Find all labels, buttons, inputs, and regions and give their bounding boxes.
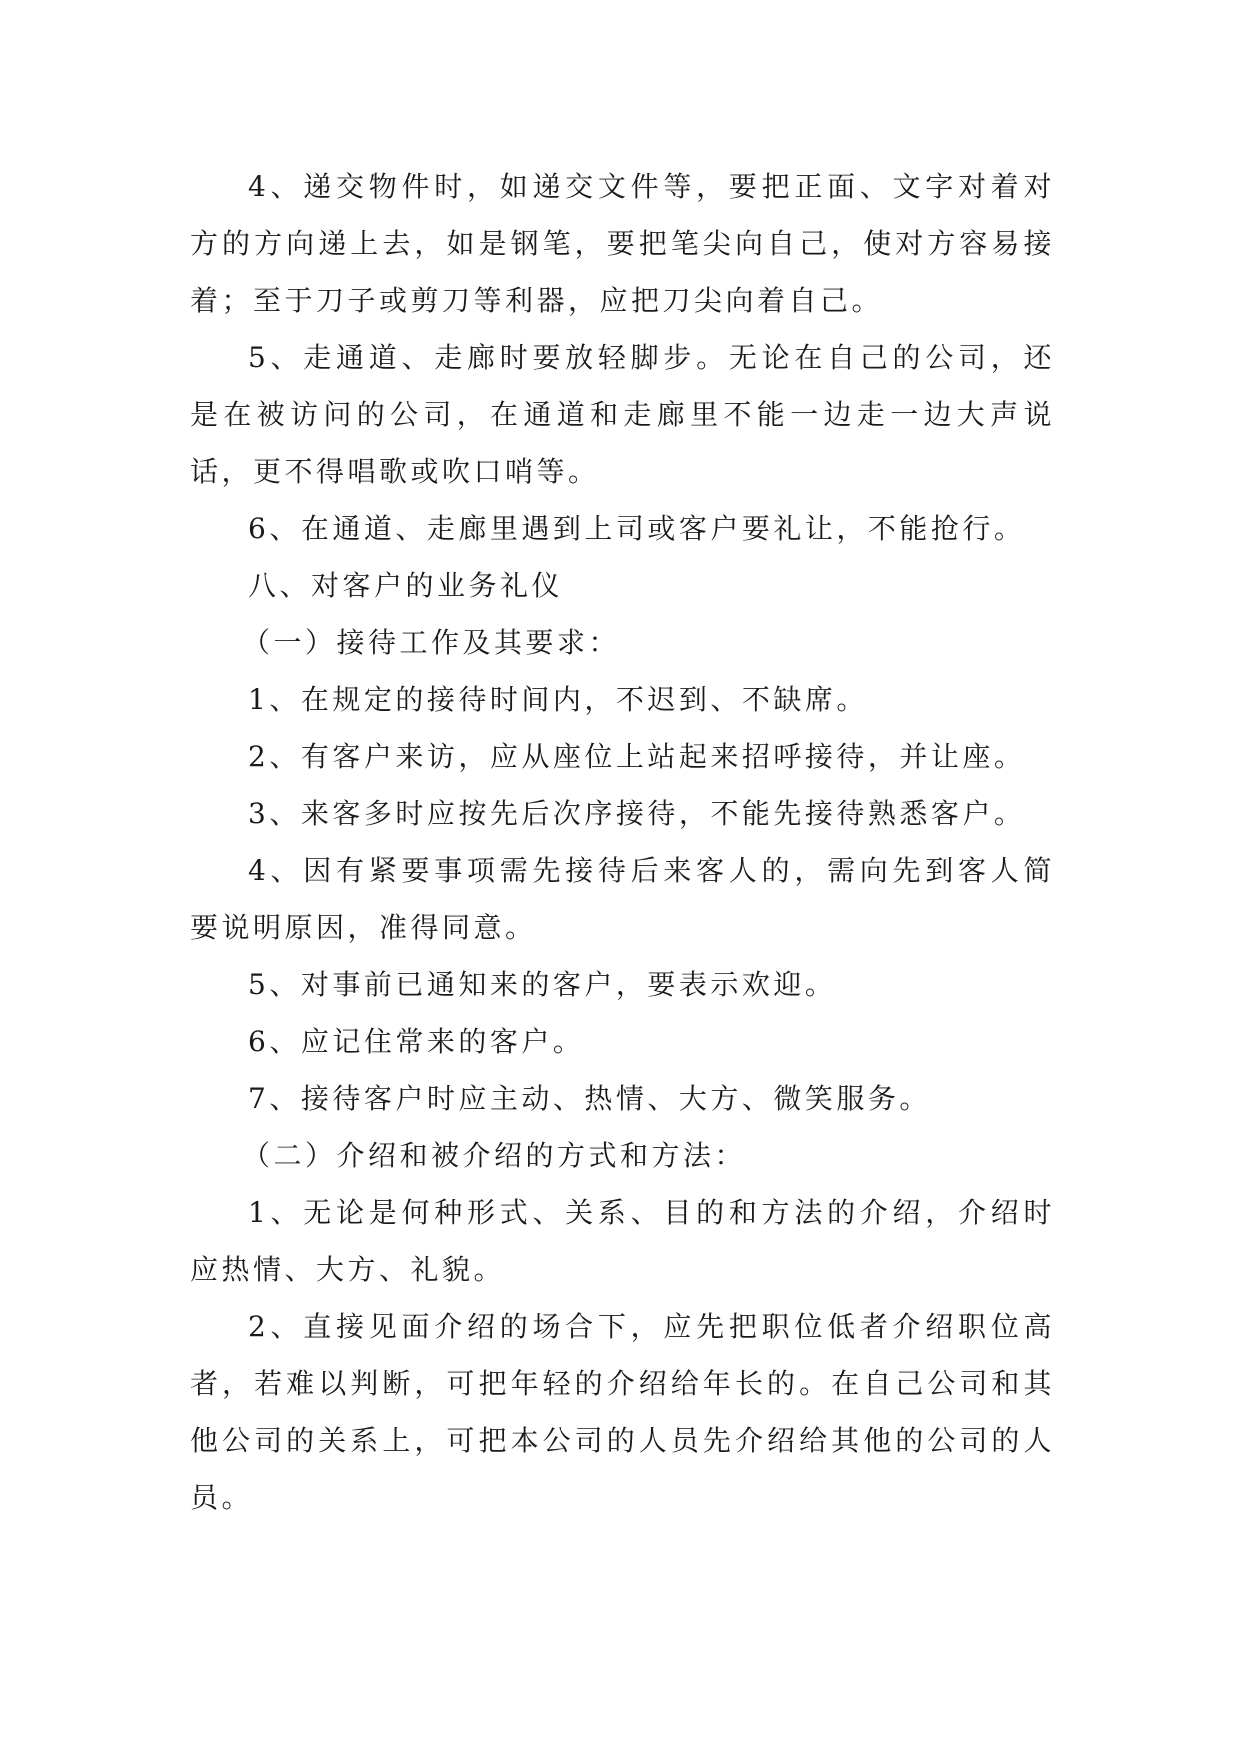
paragraph-yield-in-corridor: 6、在通道、走廊里遇到上司或客户要礼让，不能抢行。	[248, 512, 1026, 545]
paragraph-reception-4: 4、因有紧要事项需先接待后来客人的，需向先到客人简要说明原因，准得同意。	[190, 854, 1055, 944]
paragraph-introduction-2: 2、直接见面介绍的场合下，应先把职位低者介绍职位高者，若难以判断，可把年轻的介绍给年长的。在自己公司和其他公司的关系上，可把本公司的人员先介绍给其他的公司的人员。	[190, 1310, 1055, 1514]
document-page	[190, 158, 1055, 1526]
paragraph-reception-6: 6、应记住常来的客户。	[248, 1025, 585, 1058]
paragraph-reception-2: 2、有客户来访，应从座位上站起来招呼接待，并让座。	[248, 740, 1026, 773]
subsection-heading-reception: （一）接待工作及其要求：	[242, 626, 621, 659]
paragraph-reception-5: 5、对事前已通知来的客户，要表示欢迎。	[248, 968, 837, 1001]
subsection-heading-introductions: （二）介绍和被介绍的方式和方法：	[242, 1139, 747, 1172]
paragraph-reception-7: 7、接待客户时应主动、热情、大方、微笑服务。	[248, 1082, 931, 1115]
paragraph-reception-1: 1、在规定的接待时间内，不迟到、不缺席。	[248, 683, 868, 716]
paragraph-walking-corridors: 5、走通道、走廊时要放轻脚步。无论在自己的公司，还是在被访问的公司，在通道和走廊里不能一边走一边大声说话，更不得唱歌或吹口哨等。	[190, 341, 1055, 488]
paragraph-introduction-1: 1、无论是何种形式、关系、目的和方法的介绍，介绍时应热情、大方、礼貌。	[190, 1196, 1055, 1286]
paragraph-reception-3: 3、来客多时应按先后次序接待，不能先接待熟悉客户。	[248, 797, 1026, 830]
paragraph-handing-items: 4、递交物件时，如递交文件等，要把正面、文字对着对方的方向递上去，如是钢笔，要把笔尖向自己，使对方容易接着；至于刀子或剪刀等利器，应把刀尖向着自己。	[190, 170, 1055, 317]
section-heading-client-etiquette: 八、对客户的业务礼仪	[248, 569, 564, 602]
